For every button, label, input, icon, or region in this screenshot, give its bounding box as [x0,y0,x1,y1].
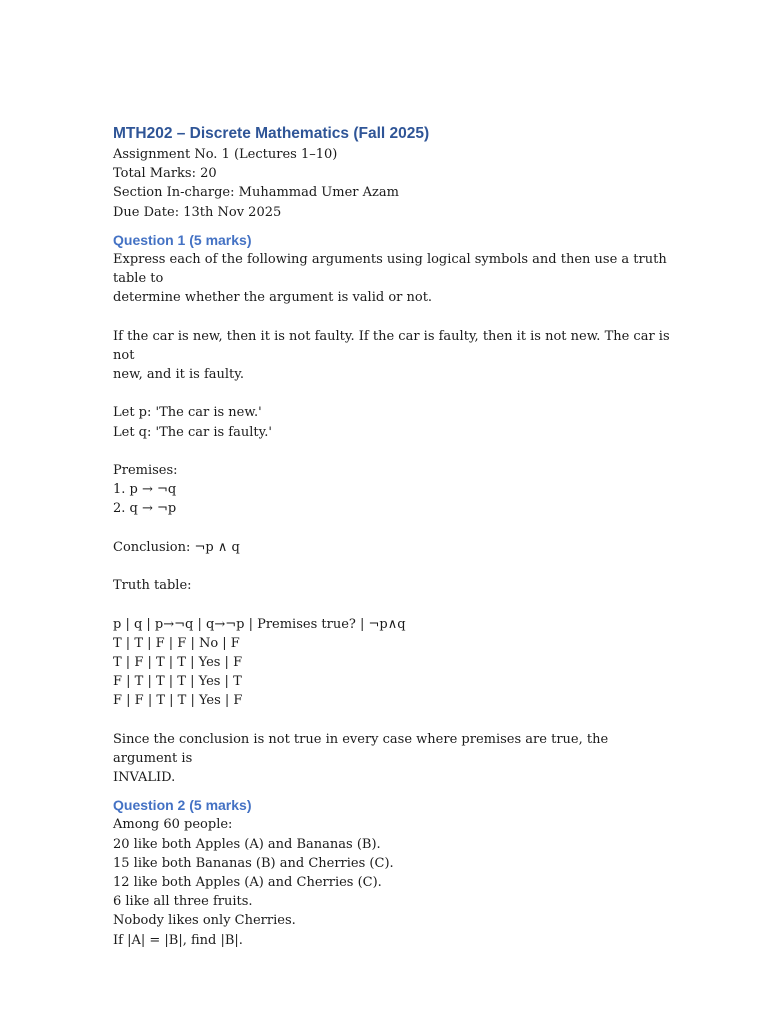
info-line-marks: Total Marks: 20 [113,166,217,182]
assignment-info [113,145,673,222]
truth-table-row: F | F | T | T | Yes | F [113,693,243,709]
prompt-line: Express each of the following arguments using logical symbols and then use a truth table to [113,251,671,287]
question-2-line: 20 like both Apples (A) and Bananas (B). [113,836,381,852]
assignment-document [113,123,673,950]
question-2-line: 15 like both Bananas (B) and Cherries (C). [113,855,394,871]
truth-table-label: Truth table: [113,578,192,594]
argument-line: If the car is new, then it is not faulty. If the car is faulty, then it is not new. The car is not [113,328,674,363]
question-2-heading: Question 2 (5 marks) [113,797,252,814]
info-line-incharge: Section In-charge: Muhammad Umer Azam [113,185,399,201]
question-2-line: 12 like both Apples (A) and Cherries (C). [113,875,382,890]
question-1-heading: Question 1 (5 marks) [113,231,252,248]
question-2-line: If |A| = |B|, find |B|. [113,932,243,948]
premise-1: 1. p → ¬q [113,482,177,498]
premise-2: 2. q → ¬p [113,501,177,517]
argument-line: new, and it is faulty. [113,367,245,383]
premises-block [113,461,673,519]
info-line-due-date: Due Date: 13th Nov 2025 [113,204,282,220]
premises-label: Premises: [113,463,178,478]
question-2-line: Among 60 people: [113,817,233,833]
question-1-prompt [113,250,673,308]
truth-table-row: F | T | T | T | Yes | T [113,674,242,690]
document-title: MTH202 – Discrete Mathematics (Fall 2025) [113,125,430,142]
verdict-line: Since the conclusion is not true in every case where premises are true, the argument is [113,731,613,766]
verdict [113,730,673,788]
verdict-line: INVALID. [113,770,176,786]
truth-table [113,615,673,711]
question-2-body [113,815,673,949]
question-1-argument [113,327,673,385]
variable-p: Let p: 'The car is new.' [113,405,262,421]
variable-definitions [113,403,673,441]
info-line-assignment: Assignment No. 1 (Lectures 1–10) [113,147,338,162]
prompt-line: determine whether the argument is valid or not. [113,290,433,306]
conclusion: Conclusion: ¬p ∧ q [113,539,240,555]
truth-table-header: p | q | p→¬q | q→¬p | Premises true? | ¬p∧q [113,616,406,632]
question-2-line: 6 like all three fruits. [113,894,253,910]
question-2-line: Nobody likes only Cherries. [113,913,296,929]
truth-table-row: T | F | T | T | Yes | F [113,654,243,670]
variable-q: Let q: 'The car is faulty.' [113,424,272,440]
truth-table-row: T | T | F | F | No | F [113,635,240,651]
